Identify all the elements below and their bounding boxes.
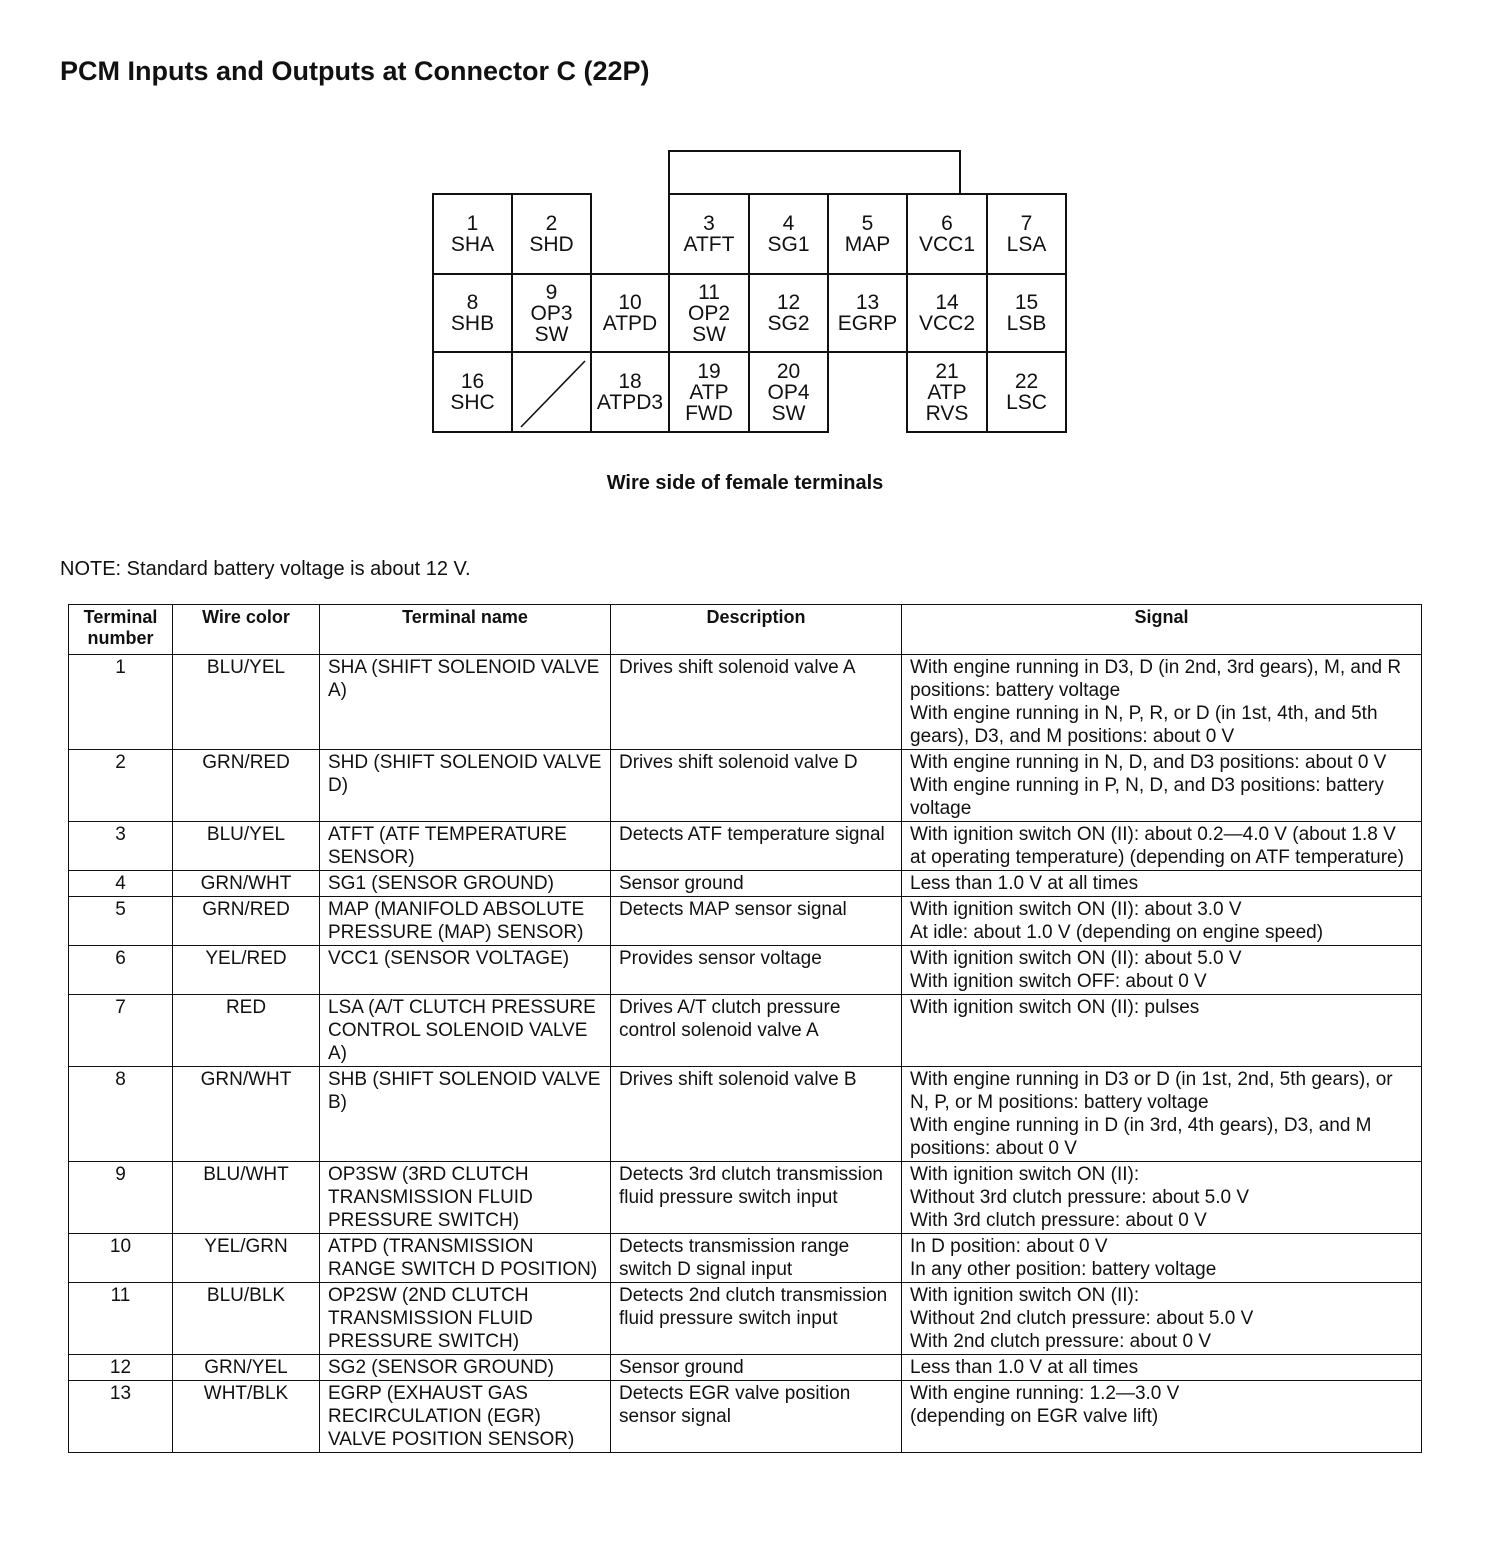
terminal-number-cell: 10 bbox=[69, 1234, 173, 1283]
terminal-cell bbox=[906, 351, 988, 433]
terminal-cell-text: 21 ATP RVS bbox=[925, 359, 969, 425]
terminal-cell-text: 3 ATFT bbox=[683, 212, 735, 256]
signal-cell bbox=[902, 822, 1422, 871]
signal-line: Less than 1.0 V at all times bbox=[910, 873, 1139, 894]
terminal-cell-text: 9 OP3 SW bbox=[530, 280, 573, 346]
terminal-cell-text: 4 SG1 bbox=[767, 212, 810, 256]
wire-color-cell: RED bbox=[173, 995, 320, 1067]
header-signal: Signal bbox=[902, 605, 1422, 655]
header-terminal-number: Terminal number bbox=[69, 605, 173, 655]
terminal-cell-text: 13 EGRP bbox=[837, 291, 898, 335]
wire-color-cell: BLU/BLK bbox=[173, 1283, 320, 1355]
table-row bbox=[69, 1283, 1422, 1355]
signal-line: With engine running in D3 or D (in 1st, 2nd, 5th gears), or N, P, or M positions: battery voltage bbox=[910, 1069, 1393, 1113]
page-title: PCM Inputs and Outputs at Connector C (22P) bbox=[60, 56, 650, 86]
terminal-name-cell: OP2SW (2ND CLUTCH TRANSMISSION FLUID PRESSURE SWITCH) bbox=[320, 1283, 611, 1355]
signal-line: With ignition switch OFF: about 0 V bbox=[910, 971, 1207, 992]
wire-color-cell: GRN/WHT bbox=[173, 871, 320, 897]
terminal-number-cell: 8 bbox=[69, 1067, 173, 1162]
terminal-cell bbox=[986, 351, 1067, 433]
wire-color-cell: GRN/RED bbox=[173, 897, 320, 946]
terminal-name-cell: SHD (SHIFT SOLENOID VALVE D) bbox=[320, 750, 611, 822]
table-header-row bbox=[69, 605, 1422, 655]
terminal-cell bbox=[906, 193, 988, 275]
terminal-cell bbox=[827, 193, 908, 275]
terminal-number-cell: 5 bbox=[69, 897, 173, 946]
signal-line: (depending on EGR valve lift) bbox=[910, 1406, 1159, 1427]
signal-line: At idle: about 1.0 V (depending on engine speed) bbox=[910, 922, 1324, 943]
terminal-cell-text: 22 LSC bbox=[1006, 370, 1047, 414]
signal-cell bbox=[902, 1381, 1422, 1453]
signal-line: With engine running in N, P, R, or D (in 1st, 4th, and 5th gears), D3, and M positions: about 0 V bbox=[910, 703, 1378, 747]
terminal-number-cell: 1 bbox=[69, 655, 173, 750]
header-wire-color: Wire color bbox=[173, 605, 320, 655]
table-row bbox=[69, 1234, 1422, 1283]
terminal-cell bbox=[590, 273, 670, 353]
terminal-number-cell: 7 bbox=[69, 995, 173, 1067]
connector-caption: Wire side of female terminals bbox=[606, 472, 884, 494]
table-row bbox=[69, 871, 1422, 897]
table-row bbox=[69, 822, 1422, 871]
description-cell: Drives shift solenoid valve B bbox=[611, 1067, 902, 1162]
table-row bbox=[69, 1067, 1422, 1162]
terminal-cell bbox=[432, 193, 513, 275]
terminal-cell-text: 18 ATPD3 bbox=[596, 370, 664, 414]
description-cell: Detects 2nd clutch transmission fluid pressure switch input bbox=[611, 1283, 902, 1355]
terminal-cell-text: 12 SG2 bbox=[767, 291, 810, 335]
terminal-number-cell: 11 bbox=[69, 1283, 173, 1355]
terminal-cell bbox=[827, 273, 908, 353]
battery-voltage-note: NOTE: Standard battery voltage is about 12 V. bbox=[60, 558, 471, 580]
table-row bbox=[69, 1162, 1422, 1234]
terminal-name-cell: SG1 (SENSOR GROUND) bbox=[320, 871, 611, 897]
wire-color-cell: YEL/RED bbox=[173, 946, 320, 995]
terminal-number-cell: 3 bbox=[69, 822, 173, 871]
terminal-cell bbox=[986, 273, 1067, 353]
terminal-cell bbox=[748, 351, 829, 433]
terminal-name-cell: ATFT (ATF TEMPERATURE SENSOR) bbox=[320, 822, 611, 871]
terminal-cell bbox=[432, 273, 513, 353]
terminal-cell-text: 10 ATPD bbox=[602, 291, 658, 335]
terminal-name-cell: MAP (MANIFOLD ABSOLUTE PRESSURE (MAP) SENSOR) bbox=[320, 897, 611, 946]
terminal-cell bbox=[668, 351, 750, 433]
signal-line: In any other position: battery voltage bbox=[910, 1259, 1217, 1280]
table-row bbox=[69, 995, 1422, 1067]
terminal-cell bbox=[748, 193, 829, 275]
signal-line: Less than 1.0 V at all times bbox=[910, 1357, 1139, 1378]
table-row bbox=[69, 897, 1422, 946]
terminal-cell-text: 6 VCC1 bbox=[918, 212, 976, 256]
wire-color-cell: BLU/YEL bbox=[173, 822, 320, 871]
terminal-cell-text: 1 SHA bbox=[450, 212, 495, 256]
terminal-cell-text: 11 OP2 SW bbox=[687, 280, 731, 346]
terminal-cell-text: 2 SHD bbox=[529, 212, 574, 256]
empty-cavity-slash-icon bbox=[513, 353, 590, 431]
terminal-name-cell: VCC1 (SENSOR VOLTAGE) bbox=[320, 946, 611, 995]
terminal-cell-text: 20 OP4 SW bbox=[767, 359, 810, 425]
signal-cell bbox=[902, 1355, 1422, 1381]
terminal-cell bbox=[986, 193, 1067, 275]
terminal-name-cell: OP3SW (3RD CLUTCH TRANSMISSION FLUID PRESSURE SWITCH) bbox=[320, 1162, 611, 1234]
description-cell: Provides sensor voltage bbox=[611, 946, 902, 995]
terminal-cell bbox=[432, 351, 513, 433]
description-cell: Detects EGR valve position sensor signal bbox=[611, 1381, 902, 1453]
terminal-number-cell: 4 bbox=[69, 871, 173, 897]
description-cell: Detects ATF temperature signal bbox=[611, 822, 902, 871]
terminal-number-cell: 9 bbox=[69, 1162, 173, 1234]
description-cell: Detects 3rd clutch transmission fluid pressure switch input bbox=[611, 1162, 902, 1234]
signal-line: With ignition switch ON (II): about 3.0 V bbox=[910, 899, 1242, 920]
wire-color-cell: GRN/RED bbox=[173, 750, 320, 822]
signal-line: With engine running in D3, D (in 2nd, 3rd gears), M, and R positions: battery voltage bbox=[910, 657, 1402, 701]
terminal-name-cell: SG2 (SENSOR GROUND) bbox=[320, 1355, 611, 1381]
signal-line: With engine running in N, D, and D3 positions: about 0 V bbox=[910, 752, 1387, 773]
terminal-cell bbox=[668, 273, 750, 353]
wire-color-cell: BLU/YEL bbox=[173, 655, 320, 750]
signal-cell bbox=[902, 1283, 1422, 1355]
terminal-cell bbox=[511, 193, 592, 275]
signal-line: With 3rd clutch pressure: about 0 V bbox=[910, 1210, 1207, 1231]
terminal-number-cell: 6 bbox=[69, 946, 173, 995]
terminal-cell bbox=[906, 273, 988, 353]
wire-color-cell: BLU/WHT bbox=[173, 1162, 320, 1234]
header-terminal-name: Terminal name bbox=[320, 605, 611, 655]
terminal-cell-text: 19 ATP FWD bbox=[685, 359, 733, 425]
terminal-cell bbox=[590, 351, 670, 433]
terminal-name-cell: LSA (A/T CLUTCH PRESSURE CONTROL SOLENOID VALVE A) bbox=[320, 995, 611, 1067]
terminal-cell bbox=[668, 193, 750, 275]
signal-line: With ignition switch ON (II): about 5.0 V bbox=[910, 948, 1242, 969]
terminal-cell-text: 16 SHC bbox=[450, 370, 495, 414]
table-row bbox=[69, 655, 1422, 750]
terminal-number-cell: 12 bbox=[69, 1355, 173, 1381]
signal-cell bbox=[902, 750, 1422, 822]
signal-cell bbox=[902, 1162, 1422, 1234]
wire-color-cell: GRN/YEL bbox=[173, 1355, 320, 1381]
terminal-name-cell: ATPD (TRANSMISSION RANGE SWITCH D POSITION) bbox=[320, 1234, 611, 1283]
signal-line: In D position: about 0 V bbox=[910, 1236, 1108, 1257]
signal-line: With engine running in P, N, D, and D3 positions: battery voltage bbox=[910, 775, 1384, 819]
signal-cell bbox=[902, 1067, 1422, 1162]
signal-line: With engine running in D (in 3rd, 4th gears), D3, and M positions: about 0 V bbox=[910, 1115, 1372, 1159]
terminal-name-cell: SHA (SHIFT SOLENOID VALVE A) bbox=[320, 655, 611, 750]
signal-line: With ignition switch ON (II): pulses bbox=[910, 997, 1200, 1018]
signal-cell bbox=[902, 1234, 1422, 1283]
signal-line: With engine running: 1.2—3.0 V bbox=[910, 1383, 1180, 1404]
header-description: Description bbox=[611, 605, 902, 655]
terminal-name-cell: EGRP (EXHAUST GAS RECIRCULATION (EGR) VALVE POSITION SENSOR) bbox=[320, 1381, 611, 1453]
wire-color-cell: WHT/BLK bbox=[173, 1381, 320, 1453]
wire-color-cell: YEL/GRN bbox=[173, 1234, 320, 1283]
terminal-cell-text: 15 LSB bbox=[1006, 291, 1047, 335]
signal-line: With 2nd clutch pressure: about 0 V bbox=[910, 1331, 1211, 1352]
signal-line: Without 3rd clutch pressure: about 5.0 V bbox=[910, 1187, 1250, 1208]
signal-line: Without 2nd clutch pressure: about 5.0 V bbox=[910, 1308, 1254, 1329]
description-cell: Drives shift solenoid valve A bbox=[611, 655, 902, 750]
description-cell: Sensor ground bbox=[611, 1355, 902, 1381]
description-cell: Sensor ground bbox=[611, 871, 902, 897]
signal-cell bbox=[902, 655, 1422, 750]
wire-color-cell: GRN/WHT bbox=[173, 1067, 320, 1162]
signal-cell bbox=[902, 946, 1422, 995]
table-row bbox=[69, 1355, 1422, 1381]
description-cell: Drives A/T clutch pressure control solenoid valve A bbox=[611, 995, 902, 1067]
connector-locking-tab bbox=[668, 150, 961, 196]
table-body bbox=[69, 655, 1422, 1453]
terminal-cell-empty bbox=[511, 351, 592, 433]
signal-line: With ignition switch ON (II): about 0.2—4.0 V (about 1.8 V at operating temperature) (depending on ATF temperature) bbox=[910, 824, 1404, 868]
terminal-table bbox=[68, 604, 1422, 1453]
terminal-cell bbox=[748, 273, 829, 353]
signal-cell bbox=[902, 871, 1422, 897]
terminal-name-cell: SHB (SHIFT SOLENOID VALVE B) bbox=[320, 1067, 611, 1162]
terminal-cell-text: 14 VCC2 bbox=[918, 291, 976, 335]
description-cell: Detects transmission range switch D signal input bbox=[611, 1234, 902, 1283]
signal-cell bbox=[902, 995, 1422, 1067]
signal-line: With ignition switch ON (II): bbox=[910, 1164, 1140, 1185]
signal-line: With ignition switch ON (II): bbox=[910, 1285, 1140, 1306]
terminal-cell bbox=[511, 273, 592, 353]
table-row bbox=[69, 750, 1422, 822]
terminal-cell-text: 7 LSA bbox=[1006, 212, 1047, 256]
description-cell: Drives shift solenoid valve D bbox=[611, 750, 902, 822]
terminal-number-cell: 2 bbox=[69, 750, 173, 822]
table-row bbox=[69, 1381, 1422, 1453]
signal-cell bbox=[902, 897, 1422, 946]
terminal-cell-text: 8 SHB bbox=[450, 291, 495, 335]
table-row bbox=[69, 946, 1422, 995]
description-cell: Detects MAP sensor signal bbox=[611, 897, 902, 946]
terminal-cell-text: 5 MAP bbox=[844, 212, 891, 256]
terminal-number-cell: 13 bbox=[69, 1381, 173, 1453]
